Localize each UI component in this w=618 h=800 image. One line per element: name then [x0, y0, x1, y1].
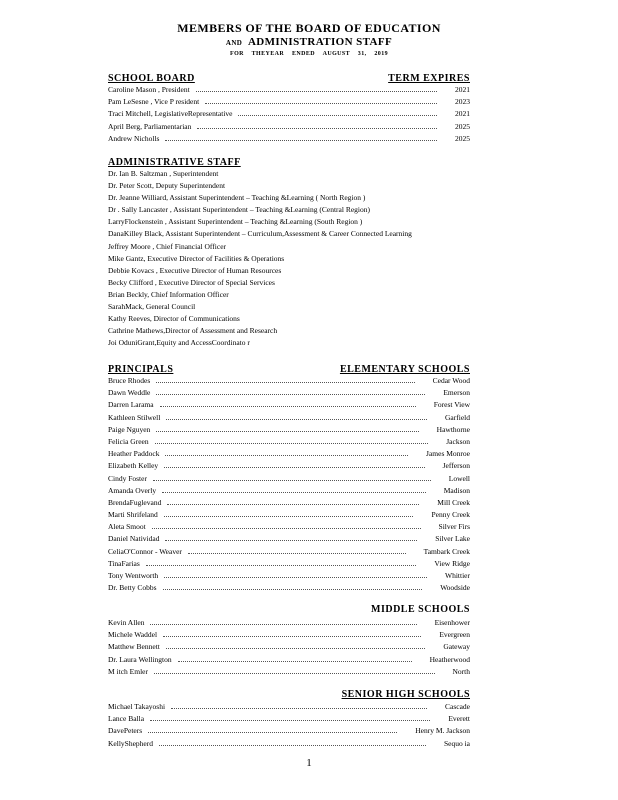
- admin-heading: [108, 157, 470, 168]
- dot-leader: [167, 504, 419, 505]
- entry-value: Madison: [443, 485, 470, 495]
- list-item: [108, 424, 470, 436]
- list-item: [108, 713, 470, 725]
- entry-value: Everett: [448, 714, 470, 724]
- list-item: [108, 168, 470, 180]
- list-item: [108, 497, 470, 509]
- dot-leader: [150, 624, 416, 625]
- list-item: [108, 133, 470, 145]
- list-item: [108, 521, 470, 533]
- entry-name: Amanda Overly: [108, 485, 157, 495]
- entry-value: Eisenhower: [434, 618, 470, 627]
- entry-value: Emerson: [443, 388, 470, 398]
- dot-leader: [153, 480, 431, 481]
- list-item: [108, 582, 470, 594]
- list-item: [108, 204, 470, 216]
- dot-leader: [205, 103, 437, 104]
- entry-value: Sequo ia: [443, 738, 470, 748]
- entry-name: Mike Gantz, Executive Director of Facilities & Operations: [108, 253, 285, 263]
- entry-name: Kevin Allen: [108, 618, 145, 627]
- list-item: [108, 473, 470, 485]
- list-item: [108, 387, 470, 399]
- entry-name: Daniel Natividad: [108, 534, 160, 544]
- high-label: SENIOR HIGH SCHOOLS: [341, 689, 470, 700]
- list-item: [108, 228, 470, 240]
- dot-leader: [160, 406, 416, 407]
- dot-leader: [178, 661, 412, 662]
- entry-name: Paige Nguyen: [108, 424, 151, 434]
- entry-name: DavePeters: [108, 726, 143, 736]
- list-item: [108, 617, 470, 629]
- middle-label: MIDDLE SCHOOLS: [371, 604, 470, 615]
- dot-leader: [156, 431, 418, 432]
- list-item: [108, 558, 470, 570]
- dot-leader: [156, 394, 425, 395]
- entry-name: SarahMack, General Council: [108, 302, 196, 312]
- entry-name: Cathrine Mathews,Director of Assessment and Research: [108, 326, 278, 336]
- entry-value: Henry M. Jackson: [415, 726, 470, 736]
- entry-name: Traci Mitchell, LegislativeRepresentative: [108, 109, 233, 119]
- list-item: [108, 121, 470, 133]
- doc-period: FOR THEYEAR ENDED AUGUST 31, 2019: [230, 51, 388, 57]
- list-item: [108, 192, 470, 204]
- entry-name: Matthew Bennett: [108, 642, 160, 652]
- dot-leader: [188, 553, 406, 554]
- entry-name: Dawn Weddle: [108, 388, 151, 398]
- list-item: [108, 337, 470, 349]
- list-item: [108, 96, 470, 108]
- dot-leader: [165, 455, 408, 456]
- list-item: [108, 253, 470, 265]
- dot-leader: [166, 419, 427, 420]
- list-item: [108, 399, 470, 411]
- list-item: [108, 108, 470, 120]
- school-board-list: [108, 84, 470, 145]
- dot-leader: [165, 540, 417, 541]
- dot-leader: [165, 140, 437, 141]
- entry-value: Cascade: [445, 702, 470, 711]
- entry-name: Aleta Smoot: [108, 522, 146, 532]
- doc-title: MEMBERS OF THE BOARD OF EDUCATION: [177, 21, 441, 35]
- dot-leader: [146, 565, 417, 566]
- entry-value: Garfield: [445, 412, 470, 422]
- entry-value: Penny Creek: [431, 510, 470, 520]
- entry-value: Lowell: [448, 473, 470, 483]
- entry-name: Dr. Laura Wellington: [108, 654, 172, 664]
- subtitle-text: ADMINISTRATION STAFF: [247, 36, 393, 48]
- entry-name: Dr . Sally Lancaster , Assistant Superintendent – Teaching &Learning (Central Region): [108, 205, 370, 215]
- dot-leader: [164, 516, 414, 517]
- principals-label: PRINCIPALS: [108, 364, 174, 375]
- list-item: [108, 301, 470, 313]
- school-board-heading: [108, 73, 470, 84]
- entry-value: 2023: [455, 97, 470, 107]
- school-board-label: SCHOOL BOARD: [108, 73, 195, 84]
- dot-leader: [166, 648, 425, 649]
- entry-name: Dr. Peter Scott, Deputy Superintendent: [108, 181, 226, 191]
- list-item: [108, 325, 470, 337]
- list-item: [108, 533, 470, 545]
- entry-name: Tony Wentworth: [108, 571, 159, 580]
- list-item: [108, 509, 470, 521]
- entry-value: Jefferson: [442, 461, 470, 471]
- entry-value: Heatherwood: [429, 654, 470, 664]
- principals-heading: [108, 364, 470, 375]
- entry-name: Elizabeth Kelley: [108, 461, 159, 471]
- dot-leader: [156, 382, 414, 383]
- entry-name: M itch Emler: [108, 666, 148, 676]
- list-item: [108, 546, 470, 558]
- entry-name: DanaKilley Black, Assistant Superintendent – Curriculum,Assessment & Career Connected Learning: [108, 229, 412, 239]
- page-number: 1: [306, 757, 312, 769]
- entry-value: Silver Lake: [435, 534, 470, 544]
- and-word: AND: [225, 39, 243, 47]
- entry-name: Heather Paddock: [108, 449, 160, 459]
- dot-leader: [150, 720, 430, 721]
- dot-leader: [197, 128, 437, 129]
- entry-name: Dr. Jeanne Williard, Assistant Superintendent – Teaching &Learning ( North Region ): [108, 193, 366, 203]
- entry-value: 2021: [455, 85, 470, 94]
- dot-leader: [152, 528, 421, 529]
- entry-name: Becky Clifford , Executive Director of Special Services: [108, 277, 275, 287]
- entry-value: Cedar Wood: [432, 376, 470, 385]
- list-item: [108, 313, 470, 325]
- list-item: [108, 570, 470, 582]
- admin-label: ADMINISTRATIVE STAFF: [108, 157, 241, 168]
- entry-value: 2021: [455, 109, 470, 119]
- entry-name: Debbie Kovacs , Executive Director of Human Resources: [108, 265, 282, 275]
- middle-list: [108, 617, 470, 678]
- entry-value: Mill Creek: [437, 497, 470, 507]
- entry-name: Felicia Green: [108, 436, 149, 446]
- dot-leader: [238, 115, 437, 116]
- entry-value: James Monroe: [426, 449, 470, 459]
- entry-name: KellyShepherd: [108, 738, 153, 748]
- dot-leader: [159, 745, 426, 746]
- list-item: [108, 265, 470, 277]
- dot-leader: [162, 492, 426, 493]
- entry-name: Kathleen Stilwell: [108, 412, 161, 422]
- dot-leader: [155, 443, 429, 444]
- entry-name: Andrew Nicholls: [108, 133, 160, 143]
- dot-leader: [154, 673, 435, 674]
- entry-value: Evergreen: [439, 630, 470, 640]
- dot-leader: [164, 467, 424, 468]
- list-item: [108, 666, 470, 678]
- list-item: [108, 412, 470, 424]
- entry-value: 2025: [455, 133, 470, 143]
- entry-name: TinaFarias: [108, 558, 140, 568]
- doc-subtitle: [0, 36, 618, 48]
- entry-name: Brian Beckly, Chief Information Officer: [108, 289, 229, 299]
- entry-name: BrendaFuglevand: [108, 497, 162, 507]
- entry-value: Whittier: [445, 571, 470, 580]
- list-item: [108, 448, 470, 460]
- list-item: [108, 725, 470, 737]
- admin-list: [108, 168, 470, 349]
- entry-value: North: [452, 666, 470, 676]
- dot-leader: [171, 708, 427, 709]
- entry-name: Dr. Ian B. Saltzman , Superintendent: [108, 169, 219, 178]
- entry-name: Michele Waddel: [108, 630, 158, 640]
- entry-name: Dr. Betty Cobbs: [108, 583, 157, 593]
- entry-name: Cindy Foster: [108, 473, 147, 483]
- list-item: [108, 375, 470, 387]
- entry-name: Michael Takayoshi: [108, 702, 166, 711]
- entry-value: Woodside: [440, 583, 470, 593]
- entry-value: Silver Firs: [438, 522, 470, 532]
- term-expires-label: TERM EXPIRES: [388, 73, 470, 84]
- high-list: [108, 701, 470, 750]
- list-item: [108, 84, 470, 96]
- entry-name: Darren Larama: [108, 400, 154, 410]
- dot-leader: [148, 732, 397, 733]
- entry-value: View Ridge: [434, 558, 470, 568]
- list-item: [108, 654, 470, 666]
- entry-value: Tambark Creek: [423, 546, 470, 556]
- list-item: [108, 241, 470, 253]
- entry-name: Lance Balla: [108, 714, 145, 724]
- list-item: [108, 738, 470, 750]
- list-item: [108, 641, 470, 653]
- dot-leader: [196, 91, 437, 92]
- list-item: [108, 485, 470, 497]
- entry-name: LarryFlockenstein , Assistant Superintendent – Teaching &Learning (South Region ): [108, 217, 363, 227]
- entry-name: Jeffrey Moore , Chief Financial Officer: [108, 241, 227, 251]
- entry-value: Jackson: [446, 436, 470, 446]
- entry-value: Forest View: [433, 400, 470, 410]
- entry-name: April Berg, Parliamentarian: [108, 121, 192, 131]
- entry-name: Marti Shrifeland: [108, 510, 158, 520]
- elementary-list: [108, 375, 470, 594]
- entry-value: Hawthorne: [436, 424, 470, 434]
- elementary-label: ELEMENTARY SCHOOLS: [339, 364, 470, 375]
- entry-value: 2025: [455, 121, 470, 131]
- dot-leader: [163, 636, 421, 637]
- list-item: [108, 460, 470, 472]
- dot-leader: [163, 589, 423, 590]
- entry-name: CeliaO'Connor - Weaver: [108, 546, 182, 556]
- entry-name: Bruce Rhodes: [108, 376, 151, 385]
- entry-name: Joi OduniGrant,Equity and AccessCoordinato r: [108, 338, 250, 348]
- entry-name: Caroline Mason , President: [108, 85, 190, 94]
- list-item: [108, 289, 470, 301]
- list-item: [108, 216, 470, 228]
- dot-leader: [164, 577, 427, 578]
- entry-name: Kathy Reeves, Director of Communications: [108, 314, 240, 324]
- list-item: [108, 629, 470, 641]
- list-item: [108, 701, 470, 713]
- list-item: [108, 180, 470, 192]
- list-item: [108, 436, 470, 448]
- entry-name: Pam LeSesne , Vice P resident: [108, 97, 200, 107]
- list-item: [108, 277, 470, 289]
- entry-value: Gateway: [443, 642, 470, 652]
